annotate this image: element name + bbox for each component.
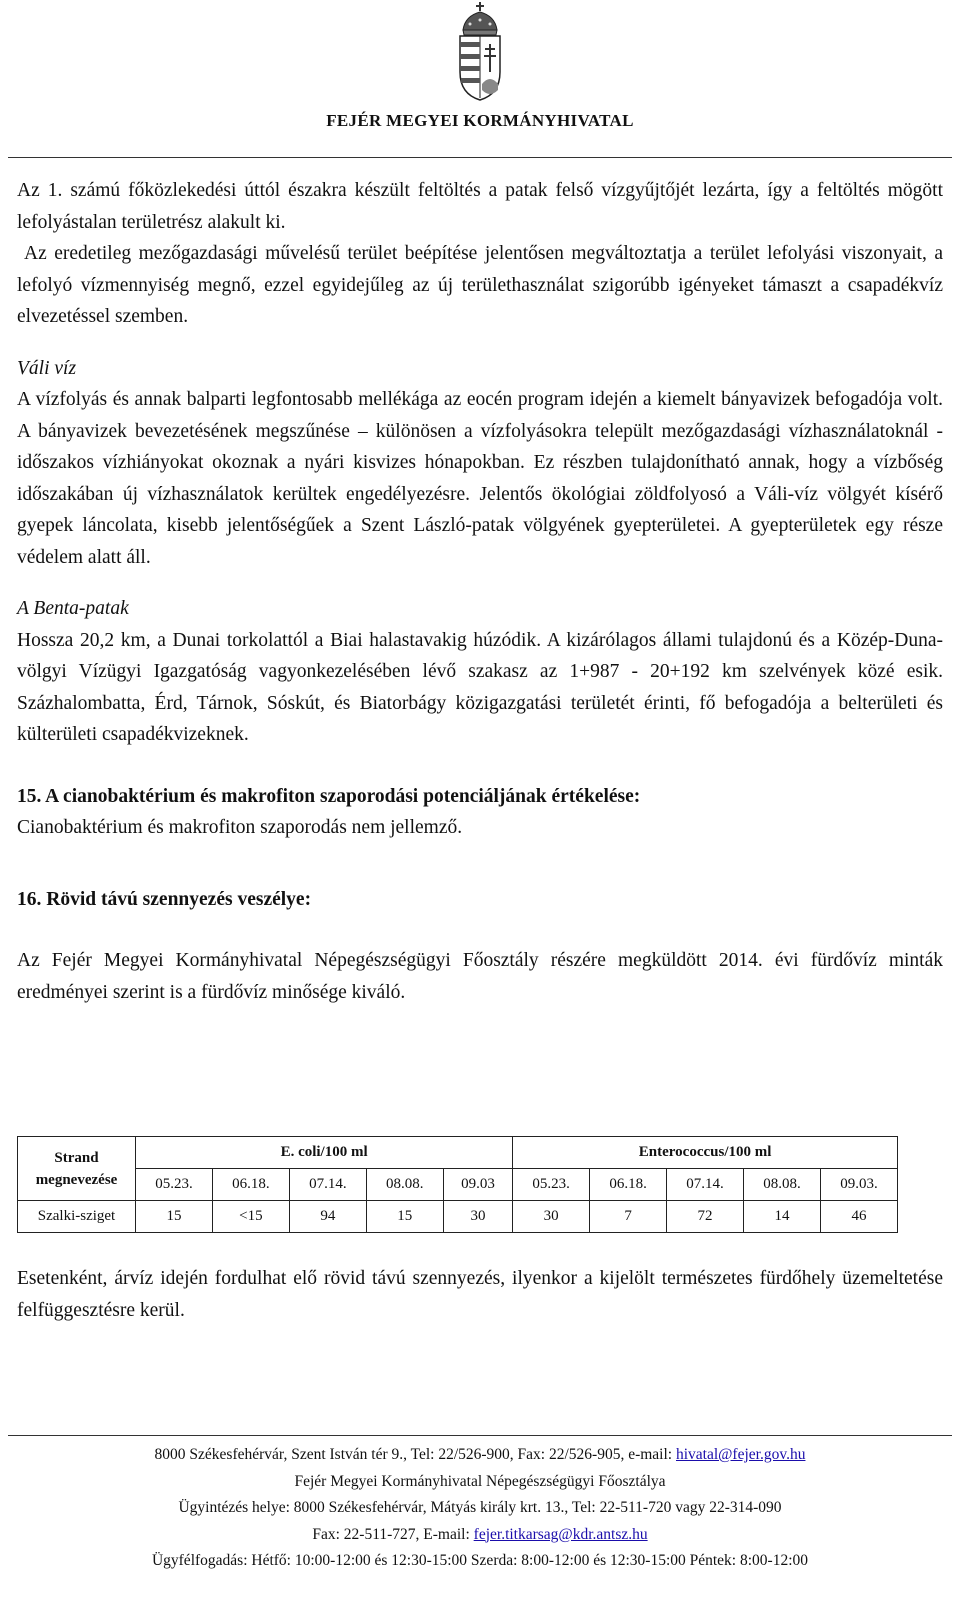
value-cell: 46 (820, 1201, 897, 1233)
paragraph: Az eredetileg mezőgazdasági művelésű terület beépítése jelentősen megváltoztatja a terület lefolyási viszonyait, a lefolyó vízmennyiség megnő, ezzel egyidejűleg az új területhasználat szigorúbb igényeket támaszt a csapadékvíz elvezetéssel szemben. (17, 243, 943, 327)
email-link-hivatal[interactable]: hivatal@fejer.gov.hu (675, 1446, 806, 1463)
date-cell: 05.23. (136, 1169, 213, 1201)
footer-line: Ügyintézés helye: 8000 Székesfehérvár, Mátyás király krt. 13., Tel: 22-511-720 vagy 22-314-090 (178, 1499, 782, 1516)
paragraph: Cianobaktérium és makrofiton szaporodás nem jellemző. (17, 817, 463, 838)
paragraph: Hossza 20,2 km, a Dunai torkolattól a Biai halastavakig húzódik. A kizárólagos állami tulajdonú és a Közép-Duna-völgyi Vízügyi Igazgatóság vagyonkezelésében lévő szakasz az 1+987 - 20+192 km szelvények közé esik. Százhalombatta, Érd, Tárnok, Sóskút, és Biatorbágy közigazgatási területét érinti, fő befogadója a belterületi és külterületi csapadékvizeknek. (17, 629, 943, 745)
value-cell: 15 (136, 1201, 213, 1233)
table-date-row (18, 1169, 898, 1201)
section-15-title: 15. A cianobaktérium és makrofiton szaporodási potenciáljának értékelése: (17, 785, 641, 807)
table-row (18, 1201, 898, 1233)
organization-name: FEJÉR MEGYEI KORMÁNYHIVATAL (326, 111, 634, 130)
table-header-row (18, 1137, 898, 1169)
column-header-strand: Strand megnevezése (18, 1137, 136, 1201)
value-cell: 72 (667, 1201, 744, 1233)
page-footer (0, 1435, 960, 1575)
date-cell: 09.03. (820, 1169, 897, 1201)
date-cell: 07.14. (289, 1169, 366, 1201)
footer-line: 8000 Székesfehérvár, Szent István tér 9., Tel: 22/526-900, Fax: 22/526-905, e-mail: hivatal@fejer.gov.hu (154, 1446, 806, 1463)
column-group-ecoli: E. coli/100 ml (136, 1137, 513, 1169)
value-cell: 30 (443, 1201, 512, 1233)
water-quality-table (17, 1136, 898, 1233)
date-cell: 08.08. (744, 1169, 821, 1201)
document-body (17, 175, 943, 1008)
email-link-titkarsag[interactable]: fejer.titkarsag@kdr.antsz.hu (473, 1525, 648, 1543)
section-16-title: 16. Rövid távú szennyezés veszélye: (17, 888, 312, 910)
hungarian-coat-of-arms-icon (455, 2, 505, 102)
strand-name: Szalki-sziget (18, 1201, 136, 1233)
date-cell: 05.23. (513, 1169, 590, 1201)
column-group-enterococcus: Enterococcus/100 ml (513, 1137, 898, 1169)
paragraph: Az Fejér Megyei Kormányhivatal Népegészségügyi Főosztály részére megküldött 2014. évi fürdővíz minták eredményei szerint is a fürdővíz minősége kiváló. (17, 950, 943, 1003)
section-heading-vali-viz: Váli víz (17, 357, 77, 379)
value-cell: 30 (513, 1201, 590, 1233)
date-cell: 06.18. (590, 1169, 667, 1201)
value-cell: 14 (744, 1201, 821, 1233)
date-cell: 08.08. (366, 1169, 443, 1201)
section-heading-benta-patak: A Benta-patak (17, 598, 129, 619)
value-cell: 94 (289, 1201, 366, 1233)
value-cell: <15 (212, 1201, 289, 1233)
footer-line: Fax: 22-511-727, E-mail: fejer.titkarsag@kdr.antsz.hu (312, 1525, 648, 1543)
footer-line: Ügyfélfogadás: Hétfő: 10:00-12:00 és 12:30-15:00 Szerda: 8:00-12:00 és 12:30-15:00 Péntek: 8:00-12:00 (151, 1552, 809, 1569)
date-cell: 09.03 (443, 1169, 512, 1201)
date-cell: 06.18. (212, 1169, 289, 1201)
value-cell: 7 (590, 1201, 667, 1233)
paragraph-after-table: Esetenként, árvíz idején fordulhat elő rövid távú szennyezés, ilyenkor a kijelölt természetes fürdőhely üzemeltetése felfüggesztésre kerül. (17, 1268, 943, 1321)
date-cell: 07.14. (667, 1169, 744, 1201)
value-cell: 15 (366, 1201, 443, 1233)
paragraph: Az 1. számú főközlekedési úttól északra készült feltöltés a patak felső vízgyűjtőjét lezárta, így a feltöltés mögött lefolyástalan területrész alakult ki. (17, 180, 943, 233)
footer-line: Fejér Megyei Kormányhivatal Népegészségügyi Főosztálya (294, 1472, 666, 1490)
header-divider (8, 157, 952, 158)
paragraph: A vízfolyás és annak balparti legfontosabb mellékága az eocén program idején a kiemelt bányavizek befogadója volt. A bányavizek bevezetésének megszűnése – különösen a vízfolyásokra települt mezőgazdasági vízhasználatoknál - időszakos vízhiányokat okoznak a nyári kisvizes hónapokban. Ez részben tulajdonítható annak, hogy a vízbőség időszakában új vízhasználatok kerültek engedélyezésre. Jelentős ökológiai zöldfolyosó a Váli-víz völgyét kísérő gyepek láncolata, kisebb jelentőségűek a Szent László-patak völgyének gyepterületei. A gyepterületek egy része védelem alatt áll. (17, 389, 943, 568)
footer-divider (8, 1435, 952, 1436)
